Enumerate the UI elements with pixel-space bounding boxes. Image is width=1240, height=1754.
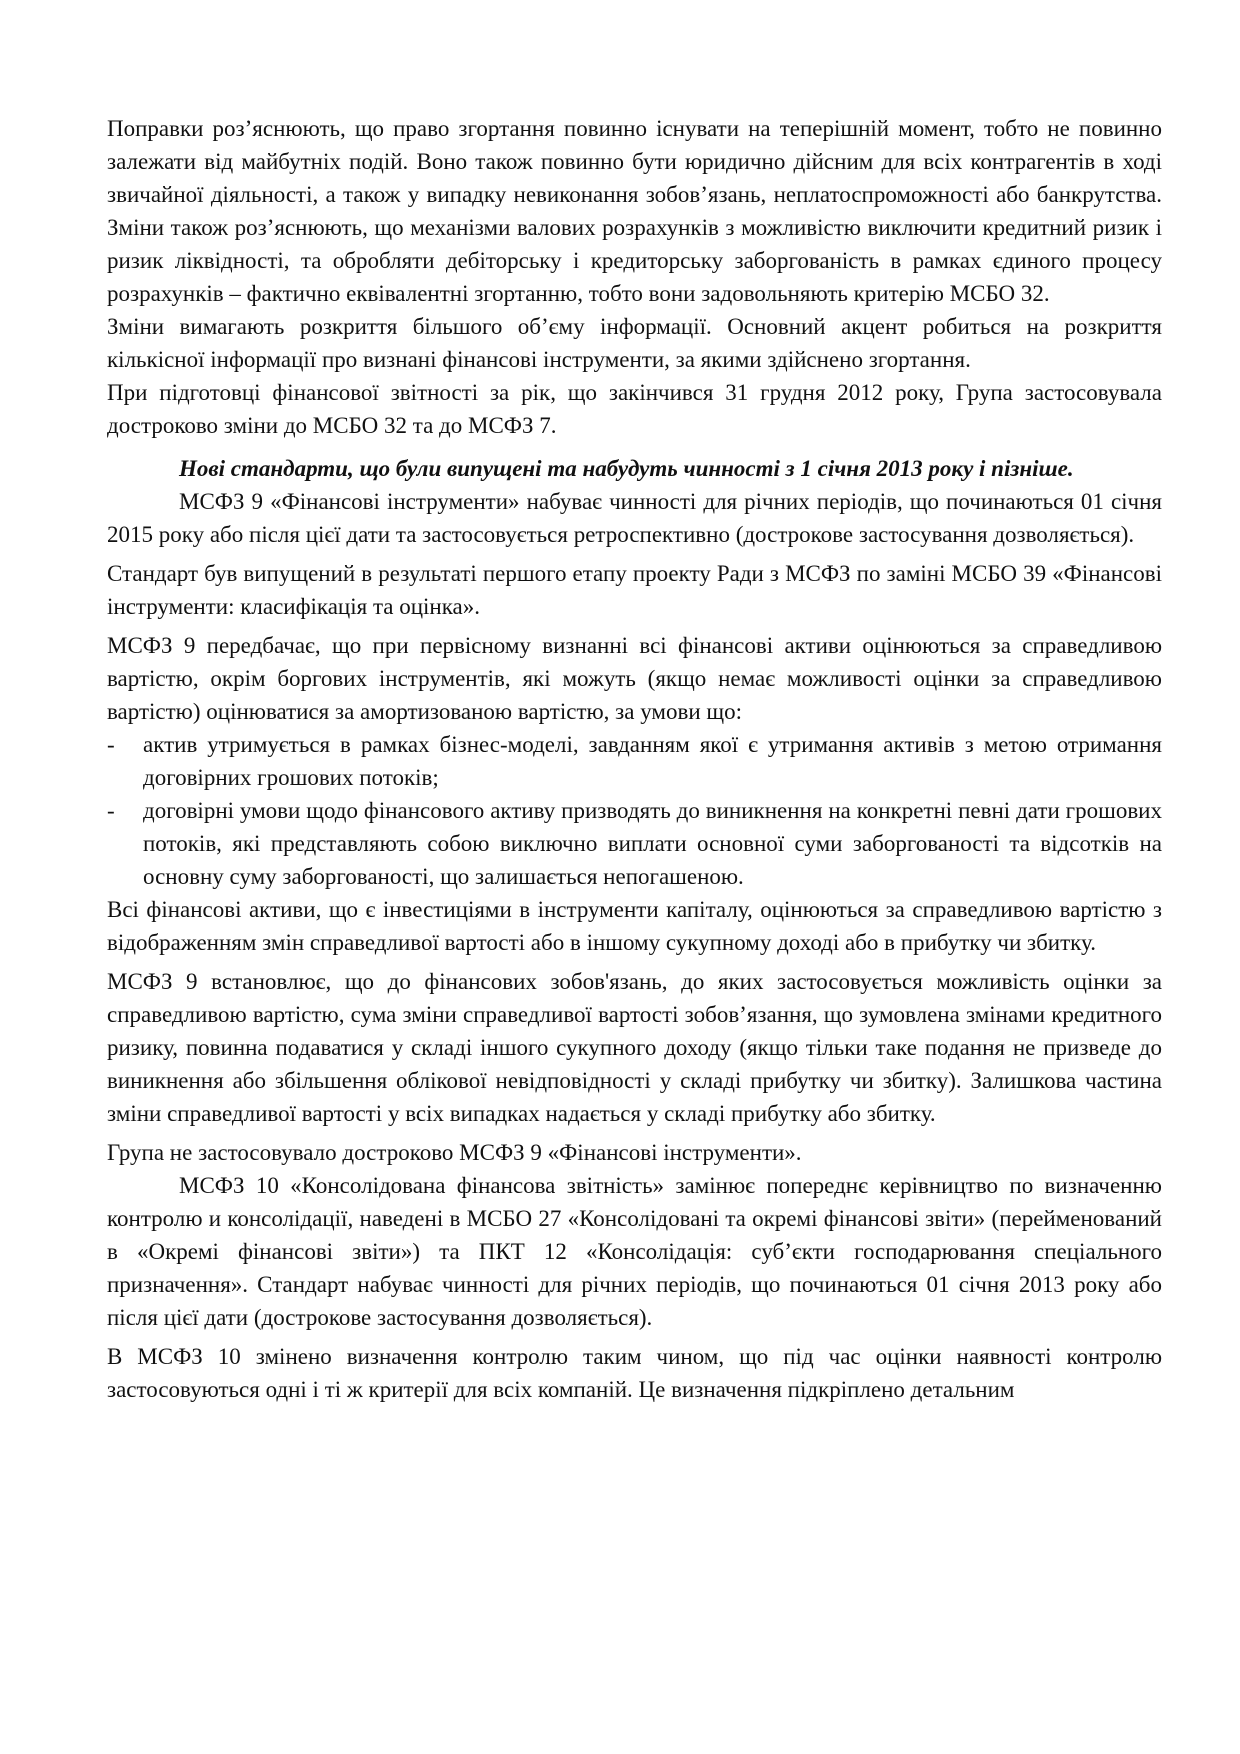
paragraph-offsetting-clarification: Поправки роз’яснюють, що право згортання повинно існувати на теперішній момент, тобто не повинно залежати від майбутніх подій. Воно також повинно бути юридично дійсним для всіх контрагентів в ході звичайної діяльності, а також у випадку невиконання зобов’язань, неплатоспроможності або банкрутства. Зміни також роз’яснюють, що механізми валових розрахунків з можливістю виключити кредитний ризик і ризик ліквідності, та обробляти дебіторську і кредиторську заборгованість в рамках єдиного процесу розрахунків – фактично еквівалентні згортанню, тобто вони задовольняють критерію МСБО 32. [107,116,1162,306]
paragraph-ifrs9-origin: Стандарт був випущений в результаті першого етапу проекту Ради з МСФЗ по заміні МСБО 39 «Фінансові інструменти: класифікація та оцінка». [107,561,1162,619]
paragraph-ifrs10-control: В МСФЗ 10 змінено визначення контролю таким чином, що під час оцінки наявності контролю застосовуються одні і ті ж критерії для всіх компаній. Це визначення підкріплено детальним [107,1344,1162,1402]
paragraph-disclosure-requirements: Зміни вимагають розкриття більшого об’єму інформації. Основний акцент робиться на розкриття кількісної інформації про визнані фінансові інструменти, за якими здійснено згортання. [107,314,1162,372]
paragraph-early-application: При підготовці фінансової звітності за рік, що закінчився 31 грудня 2012 року, Група застосовувала достроково зміни до МСБО 32 та до МСФЗ 7. [107,380,1162,438]
bullet-marker: - [107,798,115,823]
paragraph-ifrs9-measurement: МСФЗ 9 передбачає, що при первісному визнанні всі фінансові активи оцінюються за справедливою вартістю, окрім боргових інструментів, які можуть (якщо немає можливості оцінки за справедливою вартістю) оцінюватися за амортизованою вартістю, за умови що: [107,633,1162,724]
section-heading-new-standards: Нові стандарти, що були випущені та набудуть чинності з 1 січня 2013 року і пізніше. [179,456,1074,481]
document-page [107,112,1162,1406]
paragraph-equity-instruments: Всі фінансові активи, що є інвестиціями в інструменти капіталу, оцінюються за справедливою вартістю з відображенням змін справедливої вартості або в іншому сукупному доході або в прибутку чи збитку. [107,897,1162,955]
paragraph-ifrs10-intro: МСФЗ 10 «Консолідована фінансова звітність» замінює попереднє керівництво по визначенню контролю и консолідації, наведені в МСБО 27 «Консолідовані та окремі фінансові звіти» (перейменований в «Окремі фінансові звіти») та ПКТ 12 «Консолідація: суб’єкти господарювання спеціального призначення». Стандарт набуває чинності для річних періодів, що починаються 01 січня 2013 року або після цієї дати (дострокове застосування дозволяється). [107,1173,1162,1330]
list-item-text: актив утримується в рамках бізнес-моделі, завданням якої є утримання активів з метою отримання договірних грошових потоків; [143,732,1162,790]
list-item-contractual-terms [107,794,1162,893]
paragraph-no-early-adoption: Група не застосовувало достроково МСФЗ 9 «Фінансові інструменти». [107,1140,802,1165]
paragraph-ifrs9-effective: МСФЗ 9 «Фінансові інструменти» набуває чинності для річних періодів, що починаються 01 січня 2015 року або після цієї дати та застосовується ретроспективно (дострокове застосування дозволяється). [107,489,1162,547]
list-item-text: договірні умови щодо фінансового активу призводять до виникнення на конкретні певні дати грошових потоків, які представляють собою виключно виплати основної суми заборгованості та відсотків на основну суму заборгованості, що залишається непогашеною. [143,798,1162,889]
bullet-marker: - [107,732,115,757]
list-item-business-model [107,728,1162,794]
paragraph-financial-liabilities: МСФЗ 9 встановлює, що до фінансових зобов'язань, до яких застосовується можливість оцінки за справедливою вартістю, сума зміни справедливої вартості зобов’язання, що зумовлена змінами кредитного ризику, повинна подаватися у складі іншого сукупного доходу (якщо тільки таке подання не призведе до виникнення або збільшення облікової невідповідності у складі прибутку чи збитку). Залишкова частина зміни справедливої вартості у всіх випадках надається у складі прибутку або збитку. [107,969,1162,1126]
